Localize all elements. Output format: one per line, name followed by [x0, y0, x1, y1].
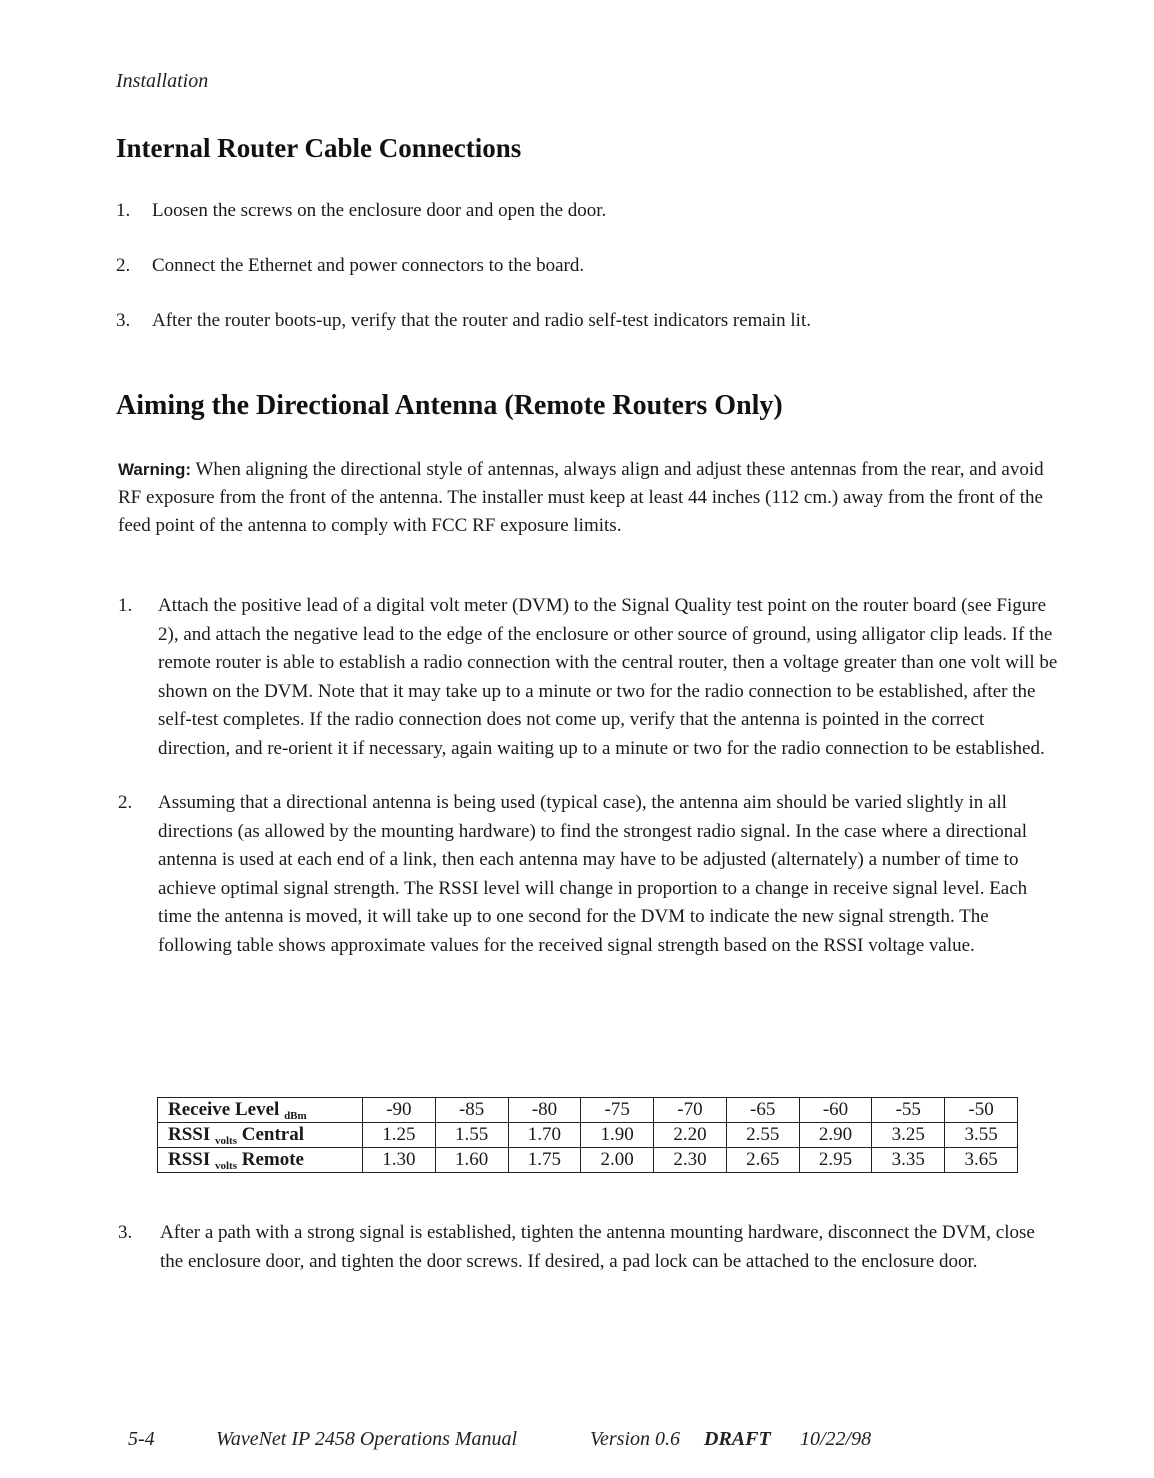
- running-header: Installation: [116, 70, 209, 92]
- cable-steps-list: [116, 200, 1016, 365]
- warning-paragraph: [118, 456, 1048, 540]
- step-number: 3.: [118, 1222, 133, 1243]
- list-item: [116, 255, 1016, 277]
- step-text: Connect the Ethernet and power connectors to the board.: [152, 255, 585, 276]
- row-header: [158, 1148, 363, 1173]
- table-cell: -50: [945, 1098, 1018, 1123]
- list-item: [118, 789, 1058, 960]
- row-label: RSSI: [168, 1123, 211, 1145]
- footer-date: 10/22/98: [800, 1428, 872, 1450]
- version-label: Version 0.6: [590, 1428, 680, 1450]
- list-item: [118, 592, 1058, 763]
- table-cell: 3.35: [872, 1148, 945, 1173]
- section-title-cable-connections: Internal Router Cable Connections: [116, 133, 522, 163]
- row-header: [158, 1123, 363, 1148]
- section-title-antenna-aiming: Aiming the Directional Antenna (Remote Routers Only): [116, 390, 783, 421]
- step-number: 1.: [118, 595, 133, 616]
- table-cell: 3.55: [945, 1123, 1018, 1148]
- table-cell: 2.95: [799, 1148, 872, 1173]
- row-label: RSSI: [168, 1148, 211, 1170]
- list-item: [116, 310, 1016, 332]
- table-cell: 2.65: [726, 1148, 799, 1173]
- step-text: Attach the positive lead of a digital volt meter (DVM) to the Signal Quality test point on the router board (see Figure 2), and attach the negative lead to the edge of the enclosure or other source of ground, using alligator clip leads. If the remote router is able to establish a radio connection with the central router, then a voltage greater than one volt will be shown on the DVM. Note that it may take up to a minute or two for the radio connection to be established, after the self-test completes. If the radio connection does not come up, verify that the antenna is pointed in the correct direction, and re-orient it if necessary, again waiting up to a minute or two for the radio connection to be established.: [158, 595, 1058, 759]
- table-cell: 2.20: [654, 1123, 727, 1148]
- table-cell: 2.30: [654, 1148, 727, 1173]
- row-unit: volts: [215, 1159, 237, 1172]
- table-cell: 1.90: [581, 1123, 654, 1148]
- table-cell: 1.60: [435, 1148, 508, 1173]
- step-text: Loosen the screws on the enclosure door and open the door.: [152, 200, 607, 221]
- warning-text: When aligning the directional style of antennas, always align and adjust these antennas from the rear, and avoid RF exposure from the front of the antenna. The installer must keep at least 44 inches (112 cm.) away from the front of the feed point of the antenna to comply with FCC RF exposure limits.: [118, 459, 1044, 536]
- row-unit: dBm: [284, 1109, 307, 1122]
- row-label: Receive Level: [168, 1098, 280, 1120]
- table-cell: -90: [363, 1098, 436, 1123]
- table-row: [158, 1148, 1018, 1173]
- row-suffix: Central: [241, 1123, 305, 1145]
- step-number: 1.: [116, 200, 131, 221]
- step-number: 3.: [116, 310, 131, 331]
- table-cell: 1.30: [363, 1148, 436, 1173]
- table-cell: 1.75: [508, 1148, 581, 1173]
- page-number: 5-4: [128, 1428, 155, 1450]
- step-text: After the router boots-up, verify that the router and radio self-test indicators remain lit.: [152, 310, 811, 331]
- manual-title: WaveNet IP 2458 Operations Manual: [216, 1428, 518, 1450]
- table-cell: 1.25: [363, 1123, 436, 1148]
- step-number: 2.: [116, 255, 131, 276]
- antenna-step-3: [118, 1218, 1058, 1276]
- table-cell: -85: [435, 1098, 508, 1123]
- step-text: Assuming that a directional antenna is being used (typical case), the antenna aim should be varied slightly in all directions (as allowed by the mounting hardware) to find the strongest radio signal. In the case where a directional antenna is used at each end of a link, then each antenna may have to be adjusted (alternately) a number of time to achieve optimal signal strength. The RSSI level will change in proportion to a change in receive signal level. Each time the antenna is moved, it will take up to one second for the DVM to indicate the new signal strength. The following table shows approximate values for the received signal strength based on the RSSI voltage value.: [158, 792, 1028, 956]
- table-cell: -65: [726, 1098, 799, 1123]
- table-cell: -75: [581, 1098, 654, 1123]
- table-cell: 3.65: [945, 1148, 1018, 1173]
- step-number: 2.: [118, 792, 133, 813]
- list-item: [116, 200, 1016, 222]
- row-suffix: Remote: [241, 1148, 304, 1170]
- antenna-steps-list: [118, 592, 1058, 986]
- table-row: [158, 1123, 1018, 1148]
- table-cell: 1.70: [508, 1123, 581, 1148]
- list-item: [118, 1218, 1058, 1276]
- table-cell: -60: [799, 1098, 872, 1123]
- rssi-table: [157, 1097, 1018, 1173]
- table-cell: 2.00: [581, 1148, 654, 1173]
- table-cell: 1.55: [435, 1123, 508, 1148]
- step-text: After a path with a strong signal is established, tighten the antenna mounting hardware, disconnect the DVM, close the enclosure door, and tighten the door screws. If desired, a pad lock can be attached to the enclosure door.: [160, 1222, 1035, 1272]
- row-header: [158, 1098, 363, 1123]
- table-cell: 2.90: [799, 1123, 872, 1148]
- table-cell: 2.55: [726, 1123, 799, 1148]
- table-cell: 3.25: [872, 1123, 945, 1148]
- table-cell: -55: [872, 1098, 945, 1123]
- table-cell: -80: [508, 1098, 581, 1123]
- draft-label: DRAFT: [704, 1428, 771, 1450]
- row-unit: volts: [215, 1134, 237, 1147]
- warning-label: Warning:: [118, 460, 192, 479]
- table-row: [158, 1098, 1018, 1123]
- table-cell: -70: [654, 1098, 727, 1123]
